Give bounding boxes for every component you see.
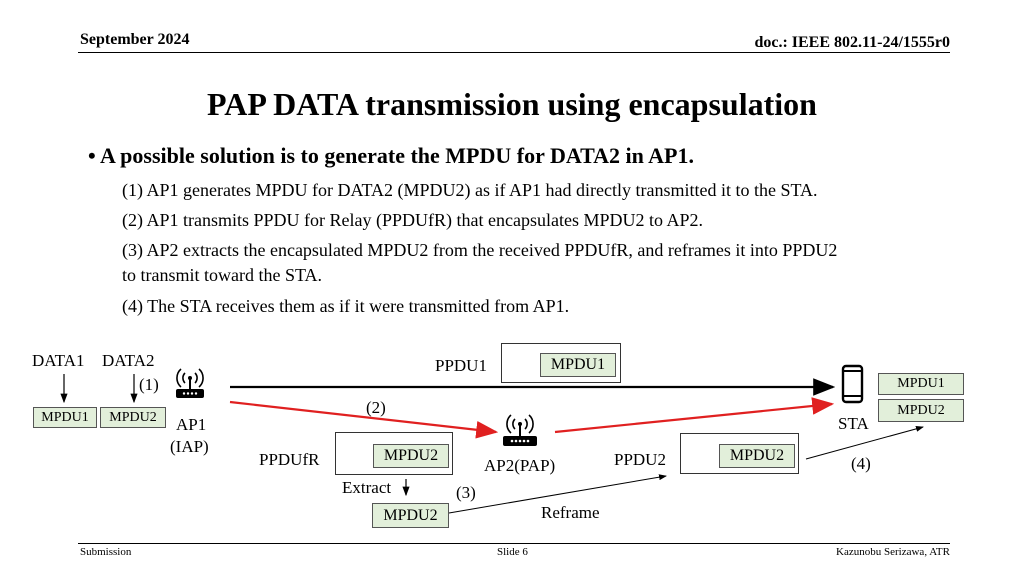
slide-title: PAP DATA transmission using encapsulation — [207, 86, 817, 122]
footer-center: Slide 6 — [497, 546, 528, 558]
ap2-label: AP2(PAP) — [484, 456, 556, 475]
ppdufr-label: PPDUfR — [259, 450, 320, 469]
sta-mpdu1-box: MPDU1 — [878, 373, 964, 395]
data1-label: DATA1 — [32, 351, 85, 370]
extracted-mpdu2-box: MPDU2 — [372, 503, 449, 528]
ppdu2-mpdu2-box: MPDU2 — [719, 444, 795, 468]
smartphone-icon — [843, 366, 862, 402]
sta-label: STA — [838, 414, 869, 433]
step1-label: (1) — [139, 375, 159, 394]
step2-label: (2) — [366, 398, 386, 417]
header-date: September 2024 — [80, 31, 190, 48]
ppdufr-mpdu2-box: MPDU2 — [373, 444, 449, 468]
bullet-text: • A possible solution is to generate the MPDU for DATA2 in AP1. — [88, 143, 694, 168]
iap-label: (IAP) — [170, 437, 209, 456]
ap1-mpdu2-box: MPDU2 — [100, 407, 166, 428]
step-3: (3) AP2 extracts the encapsulated MPDU2 from the received PPDUfR, and reframes it into PPDU2 — [122, 240, 838, 260]
footer-left: Submission — [80, 546, 132, 558]
step-2: (2) AP1 transmits PPDU for Relay (PPDUfR) that encapsulates MPDU2 to AP2. — [122, 210, 703, 230]
bullet-label: A possible solution is to generate the MPDU for DATA2 in AP1. — [100, 143, 694, 168]
ppdufr-arrow — [230, 402, 496, 432]
ap1-mpdu1-box: MPDU1 — [33, 407, 97, 428]
ap1-label: AP1 — [176, 415, 207, 434]
router-icon — [503, 415, 537, 446]
step4-label: (4) — [851, 454, 871, 473]
footer-rule — [78, 543, 950, 544]
extract-label: Extract — [342, 478, 392, 497]
step3-label: (3) — [456, 483, 476, 502]
ppdu2-label: PPDU2 — [614, 450, 666, 469]
ppdu1-mpdu1-box: MPDU1 — [540, 353, 616, 377]
header-doc: doc.: IEEE 802.11-24/1555r0 — [754, 34, 950, 51]
step-1: (1) AP1 generates MPDU for DATA2 (MPDU2) as if AP1 had directly transmitted it to the STA. — [122, 180, 818, 200]
sta-mpdu2-box: MPDU2 — [878, 399, 964, 422]
router-icon — [176, 369, 204, 398]
step-4: (4) The STA receives them as if it were transmitted from AP1. — [122, 296, 570, 316]
data2-label: DATA2 — [102, 351, 155, 370]
step-3-cont: to transmit toward the STA. — [122, 265, 323, 285]
ppdu1-label: PPDU1 — [435, 356, 487, 375]
footer-right: Kazunobu Serizawa, ATR — [836, 546, 950, 558]
ppdu2-red-arrow — [555, 404, 832, 432]
reframe-label: Reframe — [541, 503, 600, 522]
